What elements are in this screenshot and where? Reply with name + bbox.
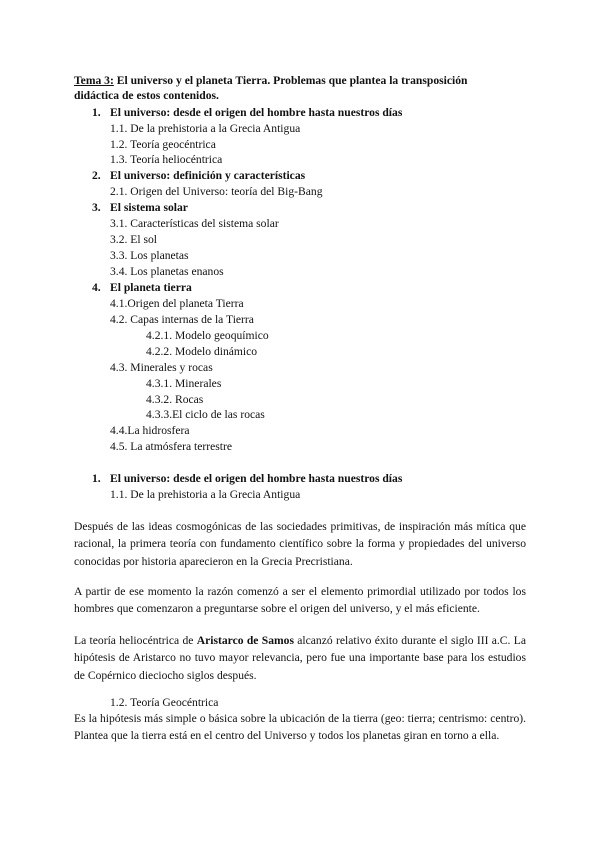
toc-item-1-1: 1.1. De la prehistoria a la Grecia Antigua (110, 122, 301, 135)
toc-item-4-2-2: 4.2.2. Modelo dinámico (146, 345, 258, 358)
paragraph-3 (74, 632, 526, 684)
toc-section-4-number: 4. (92, 281, 101, 294)
toc-item-4-2-1: 4.2.1. Modelo geoquímico (146, 329, 269, 342)
section-1-title: El universo: desde el origen del hombre hasta nuestros días (110, 472, 403, 485)
toc-item-4-2: 4.2. Capas internas de la Tierra (110, 313, 254, 326)
toc-item-4-3: 4.3. Minerales y rocas (110, 361, 213, 374)
toc-item-1-2: 1.2. Teoría geocéntrica (110, 138, 216, 151)
title-label: Tema 3: (74, 74, 114, 87)
toc-item-3-1: 3.1. Características del sistema solar (110, 217, 279, 230)
subsection-1-2-heading: 1.2. Teoría Geocéntrica (110, 696, 219, 709)
toc-item-4-3-3: 4.3.3.El ciclo de las rocas (146, 408, 265, 421)
section-1-number: 1. (92, 472, 101, 485)
toc-section-3 (92, 200, 188, 215)
aristarco-name: Aristarco de Samos (196, 634, 294, 647)
toc-item-3-4: 3.4. Los planetas enanos (110, 265, 224, 278)
paragraph-4: Es la hipótesis más simple o básica sobre la ubicación de la tierra (geo: tierra; centrismo: centro). Plantea que la tierra está en el centro del Universo y todos los planetas giran en torno a ella. (74, 712, 526, 743)
document-title (74, 73, 467, 88)
toc-item-4-5: 4.5. La atmósfera terrestre (110, 440, 232, 453)
title-line-2: didáctica de estos contenidos. (74, 89, 219, 102)
toc-section-1-title: El universo: desde el origen del hombre hasta nuestros días (110, 106, 403, 119)
paragraph-3-suffix: alcanzó relativo éxito durante el siglo III a.C. La hipótesis de Aristarco no tuvo mayor relevancia, pero fue una importante base para los estudios de Copérnico dieciocho siglos después. (74, 634, 526, 682)
toc-item-1-3: 1.3. Teoría heliocéntrica (110, 153, 223, 166)
toc-item-4-3-2: 4.3.2. Rocas (146, 393, 204, 406)
toc-section-1 (92, 105, 402, 120)
paragraph-3-prefix: La teoría heliocéntrica de (74, 634, 197, 647)
paragraph-2: A partir de ese momento la razón comenzó a ser el elemento primordial utilizado por todos los hombres que comenzaron a preguntarse sobre el origen del universo, y el más eficiente. (74, 585, 526, 616)
toc-section-3-title: El sistema solar (110, 201, 188, 214)
toc-section-4 (92, 280, 192, 295)
toc-item-3-2: 3.2. El sol (110, 233, 158, 246)
toc-section-1-number: 1. (92, 106, 101, 119)
toc-item-4-4: 4.4.La hidrosfera (110, 424, 190, 437)
toc-item-2-1: 2.1. Origen del Universo: teoría del Big-Bang (110, 185, 323, 198)
section-1-heading (92, 471, 402, 486)
title-line-1: El universo y el planeta Tierra. Problemas que plantea la transposición (116, 74, 468, 87)
toc-section-2-number: 2. (92, 169, 101, 182)
paragraph-1: Después de las ideas cosmogónicas de las sociedades primitivas, de inspiración más mítica que racional, la primera teoría con fundamento científico sobre la forma y propiedades del universo conocidas por historia aparecieron en la Grecia Precristiana. (74, 520, 526, 568)
toc-item-4-3-1: 4.3.1. Minerales (146, 377, 222, 390)
toc-section-3-number: 3. (92, 201, 101, 214)
toc-section-2 (92, 168, 305, 183)
toc-item-3-3: 3.3. Los planetas (110, 249, 189, 262)
toc-section-2-title: El universo: definición y características (110, 169, 306, 182)
toc-section-4-title: El planeta tierra (110, 281, 192, 294)
toc-item-4-1: 4.1.Origen del planeta Tierra (110, 297, 244, 310)
subsection-1-1-heading: 1.1. De la prehistoria a la Grecia Antigua (110, 488, 301, 501)
